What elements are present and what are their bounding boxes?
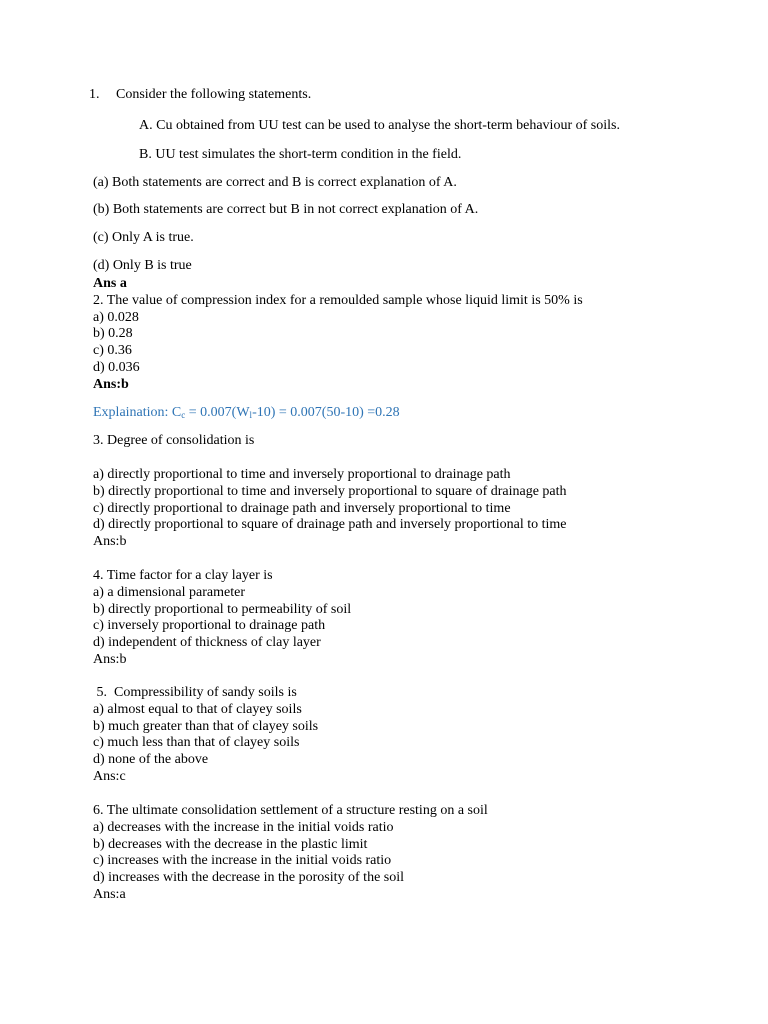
explanation-subscript-l: l [249, 410, 253, 420]
q2-answer: Ans:b [93, 376, 129, 392]
q6-block [93, 803, 488, 904]
explanation-prefix: Explaination: C [93, 405, 182, 420]
q4-block [93, 568, 351, 669]
q6-option-a: a) decreases with the increase in the initial voids ratio [93, 819, 394, 835]
q5-block [93, 685, 318, 786]
q3-option-b: b) directly proportional to time and inversely proportional to square of drainage path [93, 483, 567, 499]
q3-answer: Ans:b [93, 534, 127, 550]
q2-option-c: c) 0.36 [93, 343, 132, 359]
q6-option-d: d) increases with the decrease in the porosity of the soil [93, 870, 405, 886]
q1-option-b: (b) Both statements are correct but B in not correct explanation of A. [93, 202, 479, 217]
q4-stem: 4. Time factor for a clay layer is [93, 568, 273, 583]
q2-option-b: b) 0.28 [93, 326, 133, 342]
q6-option-c: c) increases with the increase in the initial voids ratio [93, 853, 392, 869]
q2-option-d: d) 0.036 [93, 359, 140, 375]
q3-option-d: d) directly proportional to square of drainage path and inversely proportional to time [93, 517, 567, 533]
q1-option-c: (c) Only A is true. [93, 230, 194, 245]
q2-stem: 2. The value of compression index for a remoulded sample whose liquid limit is 50% is [93, 292, 583, 308]
q4-answer: Ans:b [93, 651, 127, 667]
q6-option-b: b) decreases with the decrease in the plastic limit [93, 836, 368, 852]
q4-option-b: b) directly proportional to permeability of soil [93, 601, 352, 617]
q6-stem: 6. The ultimate consolidation settlement of a structure resting on a soil [93, 803, 488, 818]
q1-answer: Ans a [93, 276, 127, 291]
q1-stem [89, 87, 311, 104]
q5-option-a: a) almost equal to that of clayey soils [93, 701, 302, 717]
q1-statement-b: B. UU test simulates the short-term condition in the field. [139, 147, 462, 162]
explanation-mid: = 0.007(W [185, 405, 250, 420]
explanation-subscript-c: c [181, 410, 186, 420]
explanation-suffix: -10) = 0.007(50-10) =0.28 [252, 405, 400, 420]
q6-answer: Ans:a [93, 886, 126, 902]
q1-option-a: (a) Both statements are correct and B is correct explanation of A. [93, 175, 457, 190]
q5-stem: 5. Compressibility of sandy soils is [93, 685, 297, 700]
q1-statement-a: A. Cu obtained from UU test can be used to analyse the short-term behaviour of soils. [139, 118, 620, 133]
q2-block [93, 276, 583, 394]
q3-block [93, 467, 567, 551]
q4-option-d: d) independent of thickness of clay layer [93, 635, 321, 651]
q3-stem: 3. Degree of consolidation is [93, 433, 255, 448]
q3-option-c: c) directly proportional to drainage path and inversely proportional to time [93, 500, 511, 516]
q3-option-a: a) directly proportional to time and inversely proportional to drainage path [93, 467, 511, 482]
q5-answer: Ans:c [93, 768, 126, 784]
q5-option-b: b) much greater than that of clayey soils [93, 718, 319, 734]
q1-option-d: (d) Only B is true [93, 258, 192, 273]
q1-stem-text: Consider the following statements. [116, 87, 312, 102]
q5-option-d: d) none of the above [93, 752, 209, 768]
q4-option-a: a) a dimensional parameter [93, 584, 245, 600]
q4-option-c: c) inversely proportional to drainage path [93, 618, 326, 634]
q2-option-a: a) 0.028 [93, 309, 139, 325]
q1-number: 1. [89, 87, 100, 102]
q5-option-c: c) much less than that of clayey soils [93, 735, 300, 751]
q2-explanation [93, 405, 400, 422]
